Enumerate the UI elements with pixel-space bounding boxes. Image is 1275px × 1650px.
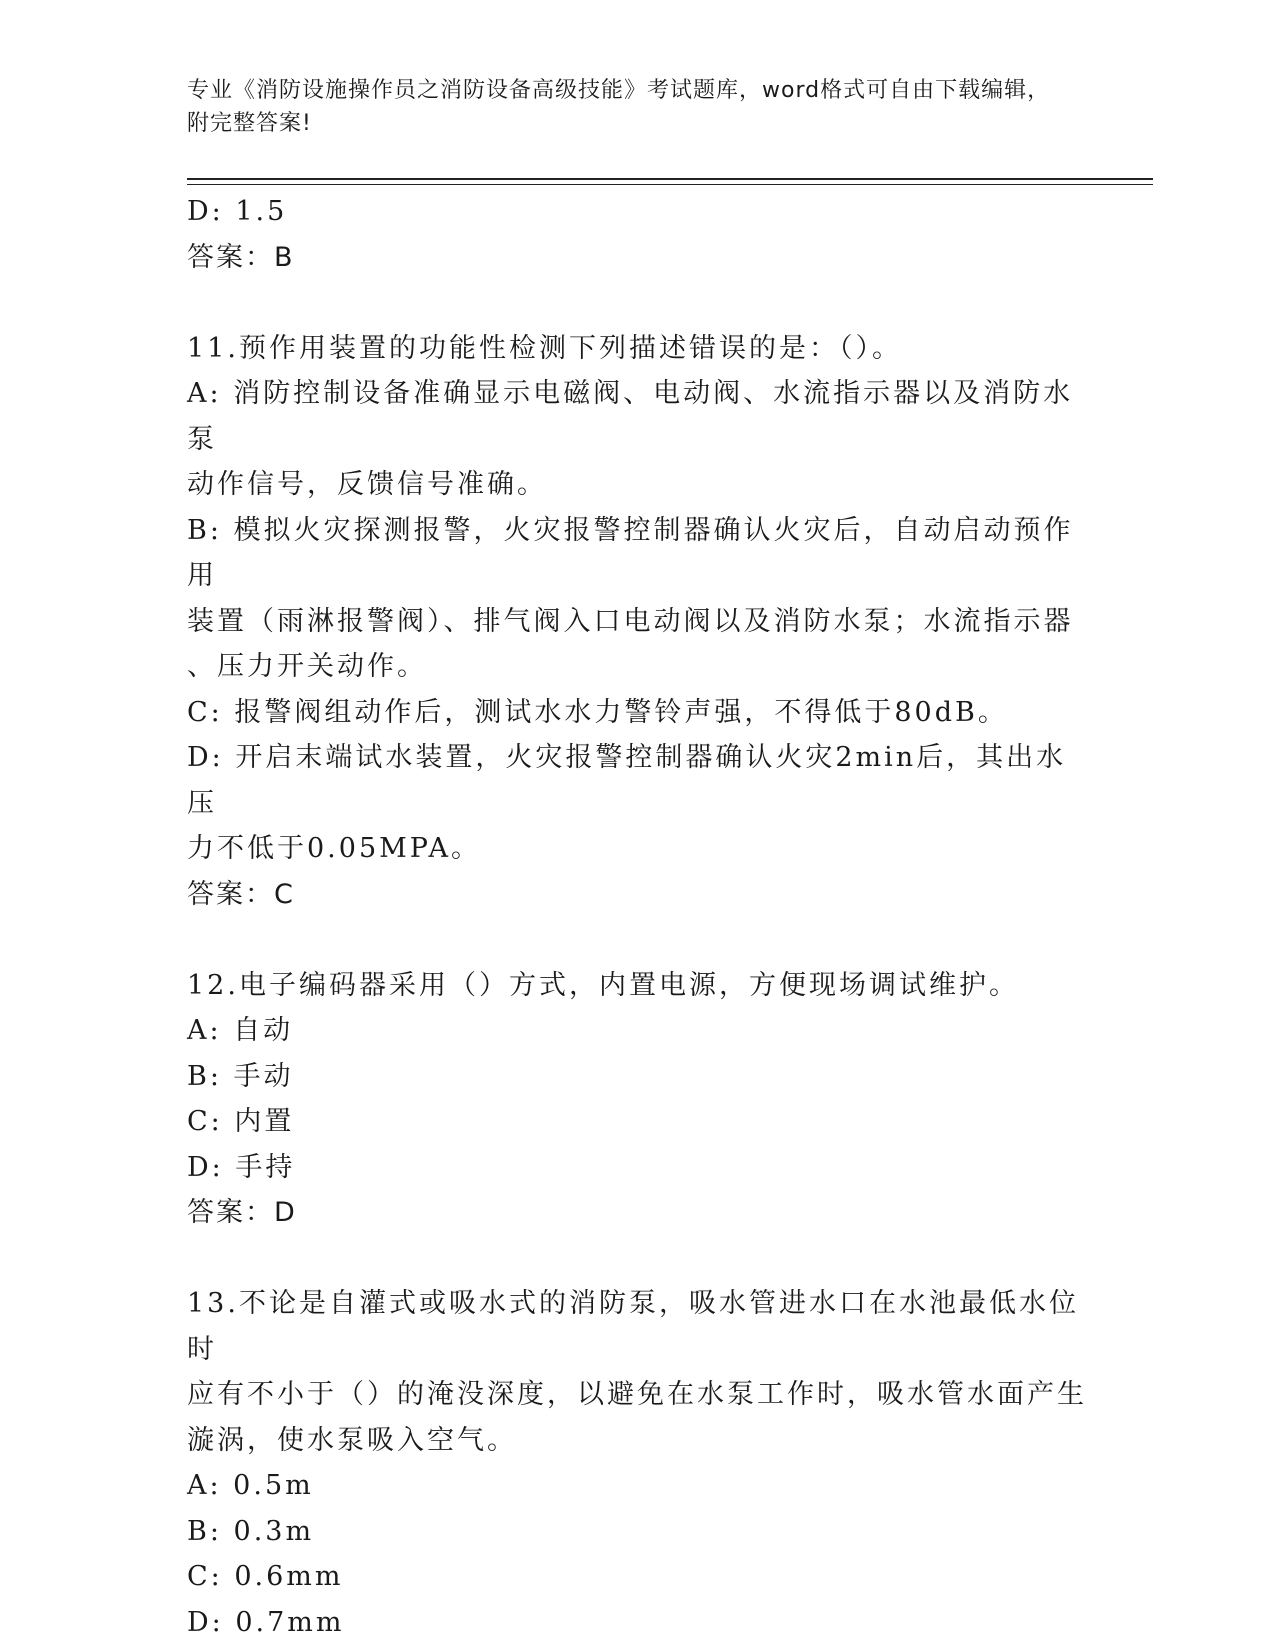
option-d: D: 1.5 xyxy=(187,196,288,227)
option-d: D: 0.7mm xyxy=(187,1606,345,1638)
option-d: D: 手持 xyxy=(187,1151,296,1183)
answer-label: 答案：D xyxy=(187,1197,297,1228)
question-stem: 12.电子编码器采用（）方式，内置电源，方便现场调试维护。 xyxy=(187,969,1019,1001)
question-stem-continuation: 应有不小于（）的淹没深度，以避免在水泵工作时，吸水管水面产生 xyxy=(187,1379,1087,1410)
option-a: A: 消防控制设备准确显示电磁阀、电动阀、水流指示器以及消防水泵 xyxy=(187,378,1074,455)
option-b-continuation: 、压力开关动作。 xyxy=(187,651,427,682)
question-stem-continuation: 漩涡，使水泵吸入空气。 xyxy=(187,1424,517,1456)
option-a: A: 自动 xyxy=(187,1015,294,1046)
header-divider xyxy=(187,178,1153,185)
option-c: C: 内置 xyxy=(187,1106,295,1137)
question-spacer xyxy=(187,1236,1087,1282)
question-stem: 13.不论是自灌式或吸水式的消防泵，吸水管进水口在水池最低水位时 xyxy=(187,1288,1079,1365)
option-c: C: 0.6mm xyxy=(187,1561,344,1592)
question-12 xyxy=(187,963,1087,1236)
option-b: B: 0.3m xyxy=(187,1515,315,1547)
question-content xyxy=(187,189,1087,1645)
option-d-continuation: 力不低于0.05MPA。 xyxy=(187,833,481,864)
document-header: 专业《消防设施操作员之消防设备高级技能》考试题库，word格式可自由下载编辑，附完整答案! xyxy=(187,78,1051,136)
answer-label: 答案：C xyxy=(187,878,295,910)
option-c: C: 报警阀组动作后，测试水水力警铃声强，不得低于80dB。 xyxy=(187,696,1008,728)
question-13 xyxy=(187,1281,1087,1645)
option-b: B: 手动 xyxy=(187,1060,294,1092)
question-stem: 11.预作用装置的功能性检测下列描述错误的是：（）。 xyxy=(187,332,902,364)
option-d: D: 开启末端试水装置，火灾报警控制器确认火灾2min后，其出水压 xyxy=(187,742,1067,819)
question-11 xyxy=(187,326,1087,918)
option-b: B: 模拟火灾探测报警，火灾报警控制器确认火灾后，自动启动预作用 xyxy=(187,514,1074,591)
option-b-continuation: 装置（雨淋报警阀）、排气阀入口电动阀以及消防水泵；水流指示器 xyxy=(187,605,1074,637)
question-spacer xyxy=(187,280,1087,326)
option-a: A: 0.5m xyxy=(187,1470,314,1501)
answer-label: 答案：B xyxy=(187,241,295,273)
previous-question-tail xyxy=(187,189,1087,280)
option-a-continuation: 动作信号，反馈信号准确。 xyxy=(187,469,547,500)
question-spacer xyxy=(187,917,1087,963)
